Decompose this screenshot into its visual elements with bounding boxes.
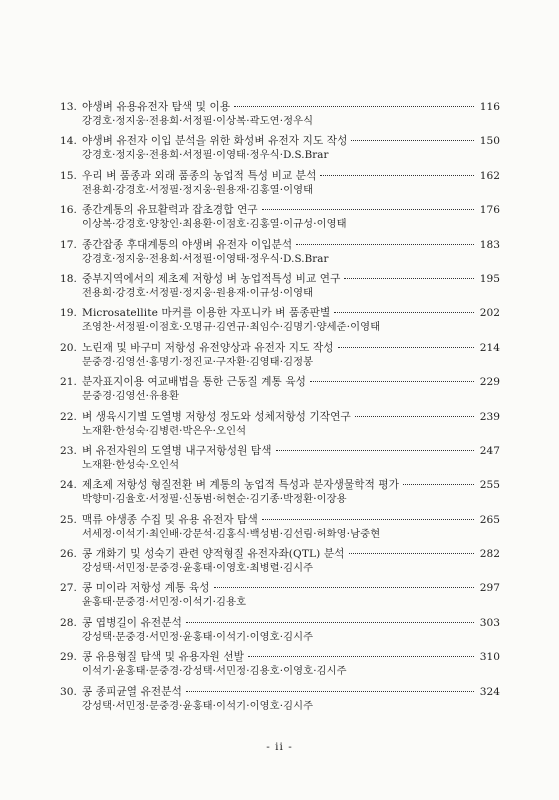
entry-title: 종간잡종 후대계통의 야생벼 유전자 이입분석 (82, 238, 293, 251)
entry-authors: 문중경·김영선·홍명기·정진교·구자환·김영태·김정봉 (82, 355, 314, 368)
toc-entry (60, 170, 500, 204)
entry-number: 26. (60, 548, 77, 561)
toc-entry (60, 411, 500, 445)
dot-leader (186, 691, 474, 692)
entry-title: 맥류 야생종 수집 및 유용 유전자 탐색 (82, 513, 258, 526)
page-number-footer: - ii - (266, 741, 293, 753)
entry-page-number: 282 (479, 548, 500, 561)
entry-authors: 이석기·윤홍태·문중경·강성택·서민정·김용호·이영호·김시주 (82, 665, 347, 678)
entry-page-number: 324 (479, 685, 500, 698)
toc-entry (60, 582, 500, 616)
dot-leader (334, 312, 474, 313)
entry-authors: 전용희·강경호·서정필·정지웅·원용재·김홍열·이영태 (82, 183, 314, 196)
entry-title: 콩 미이라 저항성 계통 육성 (82, 582, 210, 595)
entry-title: 노린재 및 바구미 저항성 유전양상과 유전자 지도 작성 (82, 341, 334, 354)
toc-entry (60, 548, 500, 582)
dot-leader (338, 347, 474, 348)
entry-page-number: 303 (479, 616, 500, 629)
entry-number: 15. (60, 169, 77, 182)
dot-leader (186, 622, 474, 623)
entry-number: 20. (60, 341, 77, 354)
entry-number: 24. (60, 479, 77, 492)
toc-entry-heading (60, 548, 500, 561)
entry-authors: 노재환·한성숙·김병련·박은우·오인석 (82, 424, 247, 437)
toc-entry (60, 135, 500, 169)
entry-authors: 강경호·정지웅·전용희·서정필·이영태·정우식·D.S.Brar (82, 149, 329, 162)
dot-leader (262, 519, 474, 520)
entry-authors: 전용희·강경호·서정필·정지웅·원용재·이규성·이영태 (82, 286, 314, 299)
toc-entry (60, 376, 500, 410)
dot-leader (403, 484, 474, 485)
entry-title: 종간계통의 유묘활력과 잡초경합 연구 (82, 204, 258, 217)
entry-page-number: 297 (479, 582, 500, 595)
entry-title: Microsatellite 마커를 이용한 자포니카 벼 품종판별 (82, 307, 331, 320)
entry-number: 22. (60, 410, 77, 423)
entry-page-number: 162 (479, 169, 500, 182)
entry-title: 벼 생육시기별 도열병 저항성 정도와 성체저항성 기작연구 (82, 410, 351, 423)
toc-entry-heading (60, 170, 500, 183)
dot-leader (344, 278, 474, 279)
entry-title: 야생벼 유전자 이입 분석을 위한 화성벼 유전자 지도 작성 (82, 135, 348, 148)
toc-entry-heading (60, 617, 500, 630)
dot-leader (349, 553, 475, 554)
toc-entry-heading (60, 273, 500, 286)
entry-title: 야생벼 유용유전자 탐색 및 이용 (82, 101, 231, 113)
toc-entry (60, 273, 500, 307)
entry-authors: 강성택·서민정·문중경·윤홍태·이영호·최병렬·김시주 (82, 562, 314, 575)
toc-entry-heading (60, 204, 500, 217)
entry-page-number: 255 (479, 479, 500, 492)
entry-page-number: 195 (479, 272, 500, 285)
entry-page-number: 229 (479, 376, 500, 389)
entry-number: 18. (60, 272, 77, 285)
toc-entry (60, 307, 500, 341)
entry-authors: 강경호·정지웅·전용희·서정필·이영태·정우식·D.S.Brar (82, 252, 329, 265)
entry-authors: 노재환·한성숙·오인석 (82, 458, 180, 471)
toc-entry-heading (60, 239, 500, 252)
dot-leader (276, 450, 474, 451)
toc-entry-heading (60, 479, 500, 492)
entry-title: 콩 종피균열 유전분석 (82, 685, 182, 698)
entry-title: 우리 벼 품종과 외래 품종의 농업적 특성 비교 분석 (82, 169, 317, 182)
dot-leader (296, 244, 474, 245)
toc-entry (60, 686, 500, 720)
entry-number: 23. (60, 444, 77, 457)
toc-entry-heading (60, 651, 500, 664)
dot-leader (310, 381, 474, 382)
entry-authors: 윤홍태·문중경·서민정·이석기·김용호 (82, 596, 247, 609)
entry-number: 16. (60, 204, 77, 217)
dot-leader (320, 175, 474, 176)
toc-entry-heading (60, 135, 500, 148)
entry-authors: 강성택·문중경·서민정·윤홍태·이석기·이영호·김시주 (82, 630, 314, 643)
toc-entry (60, 101, 500, 135)
entry-title: 벼 유전자원의 도열병 내구저항성원 탐색 (82, 444, 272, 457)
entry-title: 콩 엽병길이 유전분석 (82, 616, 182, 629)
entry-title: 콩 유용형질 탐색 및 유용자원 선발 (82, 651, 245, 664)
entry-page-number: 183 (479, 238, 500, 251)
entry-title: 제초제 저항성 형질전환 벼 계통의 농업적 특성과 분자생물학적 평가 (82, 479, 400, 492)
toc-entry (60, 445, 500, 479)
entry-page-number: 176 (479, 204, 500, 217)
toc-entry-heading (60, 342, 500, 355)
dot-leader (355, 416, 474, 417)
dot-leader (234, 106, 474, 107)
entry-number: 19. (60, 307, 77, 320)
toc-entry-heading (60, 514, 500, 527)
dot-leader (262, 209, 474, 210)
entry-number: 27. (60, 582, 77, 595)
entry-number: 21. (60, 376, 77, 389)
toc-entry-heading (60, 101, 500, 114)
entry-authors: 이상복·강경호·양창인·최용환·이점호·김홍열·이규성·이영태 (82, 218, 347, 231)
dot-leader (248, 656, 474, 657)
toc-entry-heading (60, 376, 500, 389)
entry-number: 29. (60, 651, 77, 664)
toc-entry-heading (60, 411, 500, 424)
entry-number: 13. (60, 101, 77, 113)
entry-authors: 조영찬·서정필·이점호·오명규·김연규·최임수·김명기·양세준·이영태 (82, 321, 381, 334)
toc-entry (60, 342, 500, 376)
entry-authors: 서세정·이석기·최인배·강문석·김홍식·백성범·김선림·허화영·남중현 (82, 527, 381, 540)
table-of-contents (60, 101, 500, 720)
toc-entry-heading (60, 445, 500, 458)
entry-authors: 강성택·서민정·문중경·윤홍태·이석기·이영호·김시주 (82, 699, 314, 712)
toc-entry-heading (60, 686, 500, 699)
entry-page-number: 116 (479, 101, 500, 113)
entry-title: 중부지역에서의 제초제 저항성 벼 농업적특성 비교 연구 (82, 272, 341, 285)
dot-leader (214, 587, 474, 588)
entry-number: 14. (60, 135, 77, 148)
dot-leader (351, 140, 474, 141)
entry-number: 17. (60, 238, 77, 251)
toc-entry (60, 204, 500, 238)
entry-number: 25. (60, 513, 77, 526)
entry-authors: 문중경·김영선·유용환 (82, 390, 180, 403)
toc-entry (60, 479, 500, 513)
entry-page-number: 265 (479, 513, 500, 526)
entry-number: 30. (60, 685, 77, 698)
toc-entry (60, 651, 500, 685)
entry-page-number: 239 (479, 410, 500, 423)
entry-title: 분자표지이용 여교배법을 통한 근동질 계통 육성 (82, 376, 307, 389)
entry-authors: 강경호·정지웅·전용희·서정필·이상복·곽도연·정우식 (82, 115, 314, 127)
entry-page-number: 310 (479, 651, 500, 664)
entry-page-number: 202 (479, 307, 500, 320)
toc-entry-heading (60, 582, 500, 595)
entry-authors: 박향미·김율호·서정필·신동범·허현순·김기종·박정환·이장용 (82, 493, 347, 506)
toc-entry (60, 514, 500, 548)
toc-entry (60, 239, 500, 273)
entry-number: 28. (60, 616, 77, 629)
entry-title: 콩 개화기 및 성숙기 관련 양적형질 유전자좌(QTL) 분석 (82, 548, 345, 561)
toc-entry-heading (60, 307, 500, 320)
toc-entry (60, 617, 500, 651)
entry-page-number: 247 (479, 444, 500, 457)
entry-page-number: 214 (479, 341, 500, 354)
entry-page-number: 150 (479, 135, 500, 148)
